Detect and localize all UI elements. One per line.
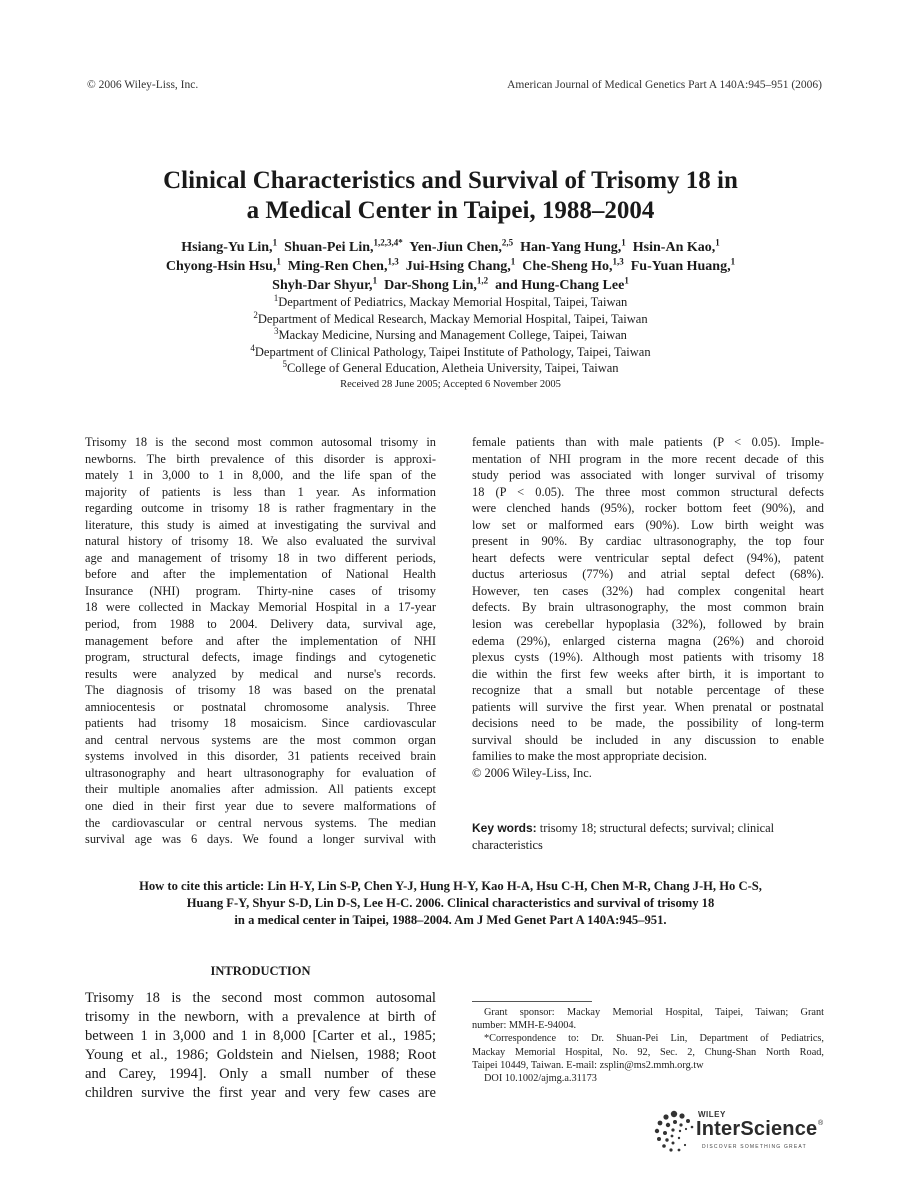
author: Shyh-Dar Shyur,$^1$ <box>272 275 378 293</box>
author: Hsiang-Yu Lin,$^1$ <box>181 237 278 255</box>
logo-name: InterScience <box>696 1118 818 1140</box>
text-line: mately 1 in 3,000 to 1 in 8,000, and the life span of the <box>85 468 436 483</box>
text-line: period, from 1988 to 2004. Delivery data, survival age, <box>85 617 436 632</box>
author-line <box>60 238 841 257</box>
text-line: families to make the most appropriate decision. <box>472 749 708 764</box>
text-line: mentation of NHI program in the more recent decade of this <box>472 451 824 466</box>
text-line: lesion was cerebellar hypoplasia (32%), followed by brain <box>472 617 824 632</box>
text-line: and Carey, 1994]. Only a small number of these <box>85 1066 436 1083</box>
text-line: newborns. The birth prevalence of this disorder is approxi- <box>85 451 436 466</box>
author: and Hung-Chang Lee$^1$ <box>495 275 629 293</box>
interscience-dots-icon <box>652 1108 696 1158</box>
text-line: The diagnosis of trisomy 18 was based on the prenatal <box>85 683 436 698</box>
abstract-column-right <box>472 434 824 781</box>
text-line: die within the first few weeks after birth, it is important to <box>472 666 824 681</box>
text-line: Insurance (NHI) program. Thirty-nine cases of trisomy <box>85 583 436 598</box>
author: Dar-Shong Lin,$^{1,2}$ <box>384 275 489 293</box>
journal-citation-header: American Journal of Medical Genetics Part A 140A:945–951 (2006) <box>507 79 822 91</box>
text-line: trisomy in the newborn, with a prevalence at birth of <box>85 1009 436 1026</box>
journal-copyright: © 2006 Wiley-Liss, Inc. <box>87 79 199 91</box>
author: Han-Yang Hung,$^1$ <box>520 237 626 255</box>
text-line: majority of patients is less than 1 year. As information <box>85 484 436 499</box>
article-title-line: a Medical Center in Taipei, 1988–2004 <box>246 197 655 224</box>
author: Che-Sheng Ho,$^{1,3}$ <box>522 256 624 274</box>
citation-line: How to cite this article: Lin H-Y, Lin S-P, Chen Y-J, Hung H-Y, Kao H-A, Hsu C-H, Chen M-R, Chang J-H, Ho C-S, <box>139 879 762 893</box>
citation-line: Huang F-Y, Shyur S-D, Lin D-S, Lee H-C. 2006. Clinical characteristics and survival of trisomy 18 <box>186 896 715 910</box>
text-line: results were analyzed by medical and nurse's records. <box>85 666 436 681</box>
received-dates: Received 28 June 2005; Accepted 6 November 2005 <box>340 379 561 390</box>
text-line: ductus arteriosus (77%) and atrial septal defect (68%). <box>472 567 824 582</box>
abstract-column-left <box>85 434 436 848</box>
text-line: their multiple anomalies after admission. All patients except <box>85 782 436 797</box>
author: Fu-Yuan Huang,$^1$ <box>630 256 736 274</box>
footnote-divider <box>472 1001 592 1002</box>
correspondence-footnote-line: Mackay Memorial Hospital, No. 92, Sec. 2, Chung-Shan North Road, <box>472 1046 824 1058</box>
keywords <box>472 820 824 853</box>
section-heading-introduction: INTRODUCTION <box>210 964 311 978</box>
abstract-copyright: © 2006 Wiley-Liss, Inc. <box>472 765 592 780</box>
text-line: heart defects were ventricular septal defect (94%), patent <box>472 550 824 565</box>
text-line: 18 (P < 0.05). The three most common structural defects <box>472 484 824 499</box>
citation-line: in a medical center in Taipei, 1988–2004. Am J Med Genet Part A 140A:945–951. <box>234 913 667 927</box>
text-line: Trisomy 18 is the second most common autosomal trisomy in <box>85 435 436 449</box>
text-line: survival age was 6 days. We found a longer survival with <box>85 832 436 847</box>
text-line: natural history of trisomy 18. We also evaluated the survival <box>85 534 436 549</box>
text-line: and central nervous systems are the most common organ <box>85 732 436 747</box>
grant-footnote-line: Grant sponsor: Mackay Memorial Hospital, Taipei, Taiwan; Grant <box>484 1007 824 1018</box>
grant-footnote-line: number: MMH-E-94004. <box>472 1020 577 1032</box>
author: Ming-Ren Chen,$^{1,3}$ <box>287 256 399 274</box>
text-line: edema (29%), enlarged cisterna magna (26%) and choroid <box>472 633 824 648</box>
text-line: Trisomy 18 is the second most common autosomal <box>85 990 436 1006</box>
affiliation: $^4$Department of Clinical Pathology, Taipei Institute of Pathology, Taipei, Taiwan <box>250 342 651 359</box>
text-line: low set or malformed ears (90%). Low birth weight was <box>472 517 824 532</box>
keywords-label: Key words: <box>472 821 537 835</box>
text-line: were clenched hands (95%), rocker bottom feet (90%), and <box>472 501 824 516</box>
affiliation: $^1$Department of Pediatrics, Mackay Memorial Hospital, Taipei, Taiwan <box>273 292 628 309</box>
correspondence-footnote-line: *Correspondence to: Dr. Shuan-Pei Lin, Department of Pediatrics, <box>484 1033 824 1045</box>
introduction-body <box>85 989 436 1104</box>
text-line: patients will survive the first year. When prenatal or postnatal <box>472 699 824 714</box>
text-line: program, structural defects, image findings and cytogenetic <box>85 650 436 665</box>
text-line: recognize that a small but notable percentage of these <box>472 683 824 698</box>
text-line: management before and after the implementation of NHI <box>85 633 436 648</box>
text-line: literature, this study is aimed at investigating the survival and <box>85 517 436 532</box>
logo-publisher: WILEY <box>698 1110 726 1119</box>
logo-tagline: DISCOVER SOMETHING GREAT <box>702 1144 807 1150</box>
text-line: female patients than with male patients (P < 0.05). Imple- <box>472 435 824 449</box>
text-line: 18 were collected in Mackay Memorial Hospital in a 17-year <box>85 600 436 615</box>
text-line: systems involved in this disorder, 31 patients received brain <box>85 749 436 764</box>
text-line: the cardiovascular or central nervous systems. The median <box>85 815 436 830</box>
article-title-line: Clinical Characteristics and Survival of Trisomy 18 in <box>163 167 738 194</box>
correspondence-footnote-line: Taipei 10449, Taiwan. E-mail: zsplin@ms2.mmh.org.tw <box>472 1059 704 1071</box>
author: Yen-Jiun Chen,$^{2,5}$ <box>409 237 514 255</box>
text-line: However, ten cases (32%) had complex congenital heart <box>472 583 824 598</box>
text-line: children survive the first year and very few cases are <box>85 1085 436 1102</box>
author: Shuan-Pei Lin,$^{1,2,3,4*}$ <box>284 237 403 255</box>
text-line: patients had trisomy 18 mosaicism. Since cardiovascular <box>85 716 436 731</box>
how-to-cite <box>60 878 841 929</box>
author-line <box>60 276 841 295</box>
text-line: regarding outcome in trisomy 18 is rather fragmentary in the <box>85 501 436 516</box>
text-line: age and management of trisomy 18 in two different periods, <box>85 550 436 565</box>
footnotes <box>472 1006 824 1085</box>
text-line: amniocentesis or postnatal chromosome analysis. Three <box>85 699 436 714</box>
text-line: before and after the implementation of National Health <box>85 567 436 582</box>
author: Hsin-An Kao,$^1$ <box>632 237 720 255</box>
wiley-interscience-logo <box>652 1108 827 1166</box>
author: Jui-Hsing Chang,$^1$ <box>405 256 516 274</box>
author: Chyong-Hsin Hsu,$^1$ <box>165 256 281 274</box>
text-line: defects. By brain ultrasonography, the most common brain <box>472 600 824 615</box>
affiliation: $^5$College of General Education, Aletheia University, Taipei, Taiwan <box>282 358 619 375</box>
article-title <box>60 166 841 226</box>
affiliation: $^3$Mackay Medicine, Nursing and Management College, Taipei, Taiwan <box>274 325 627 342</box>
text-line: between 1 in 3,000 and 1 in 8,000 [Carter et al., 1985; <box>85 1028 436 1045</box>
keywords-text: trisomy 18; structural defects; survival; clinical characteristics <box>472 821 775 852</box>
logo-registered-mark: ® <box>818 1120 824 1127</box>
text-line: Young et al., 1986; Goldstein and Nielsen, 1988; Root <box>85 1047 436 1064</box>
text-line: study period was associated with longer survival of trisomy <box>472 468 824 483</box>
text-line: survival should be included in any discussion to enable <box>472 732 824 747</box>
doi: DOI 10.1002/ajmg.a.31173 <box>484 1072 597 1084</box>
author-line <box>60 257 841 276</box>
text-line: ultrasonography and heart ultrasonography for evaluation of <box>85 765 436 780</box>
text-line: present in 90%. By cardiac ultrasonography, the top four <box>472 534 824 549</box>
affiliation: $^2$Department of Medical Research, Mackay Memorial Hospital, Taipei, Taiwan <box>253 309 648 326</box>
affiliation-list <box>60 294 841 377</box>
text-line: decisions need to be made, the possibility of long-term <box>472 716 824 731</box>
author-list <box>60 238 841 295</box>
text-line: plexus cysts (19%). Although most patients with trisomy 18 <box>472 650 824 665</box>
text-line: one died in their first year due to severe malformations of <box>85 799 436 814</box>
